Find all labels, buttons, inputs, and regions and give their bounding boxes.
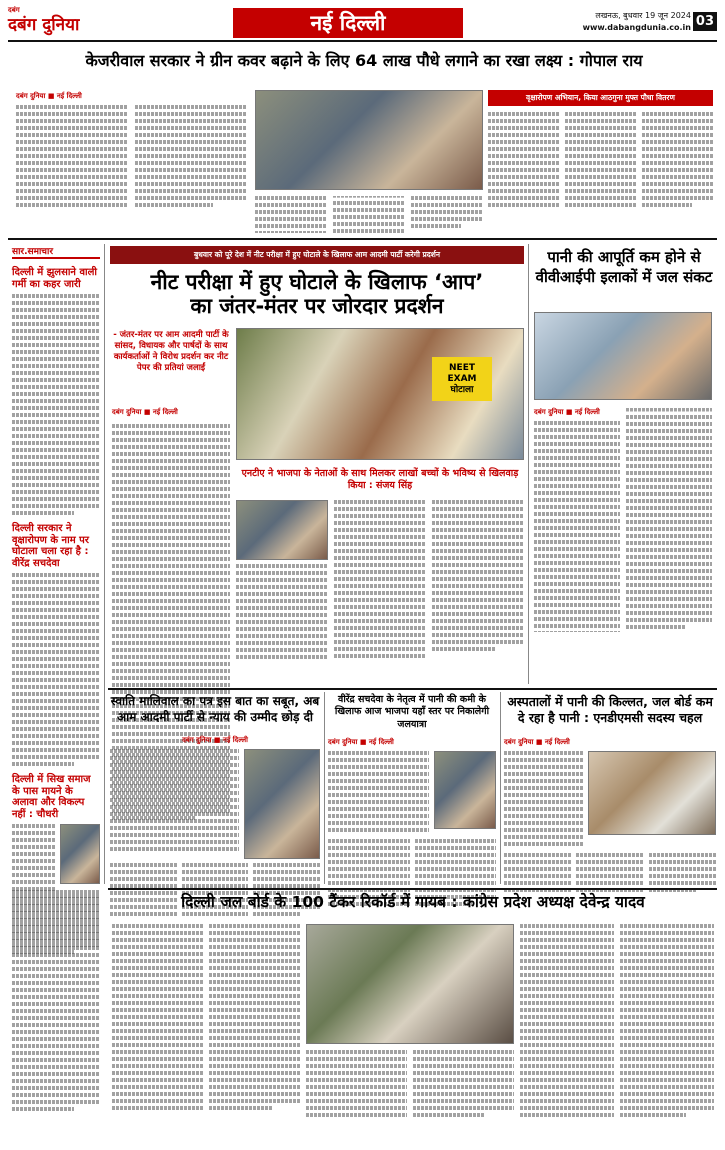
- brief3-headline: दिल्ली में सिख समाज के पास मायने के अलावा और विकल्प नहीं : चौधरी: [12, 774, 91, 820]
- lead-body-left: [16, 92, 246, 232]
- brief2-headline: दिल्ली सरकार ने वृक्षारोपण के नाम पर घोटाला चला रहा है : वीरेंद्र सचदेवा: [12, 523, 89, 569]
- mid-right-body: [504, 738, 716, 895]
- mid-left-body: [110, 736, 320, 919]
- main-body-left: [112, 408, 230, 421]
- logo: [8, 6, 108, 40]
- mid-left-photo: [244, 749, 320, 859]
- main-kicker: बुधवार को पूरे देश में नीट परीक्षा में हुए घोटाले के खिलाफ आम आदमी पार्टी करेगी प्रदर्शन: [193, 250, 441, 259]
- city-title: नई दिल्ली: [310, 11, 386, 35]
- mid-center-photo: [434, 751, 496, 829]
- brief1-headline: दिल्ली में झुलसाने वाली गर्मी का कहर जारी: [12, 267, 97, 290]
- bottom-body-center: [306, 1050, 514, 1120]
- right-photo: [534, 312, 712, 400]
- masthead: [8, 6, 717, 42]
- left-column: [12, 244, 100, 884]
- mid-right-byline: दबंग दुनिया ■ नई दिल्ली: [504, 738, 570, 746]
- brief3-photo: [60, 824, 100, 884]
- mid-left-headline: स्वाति मालिवाल का पत्र इस बात का सबूत, अब आम आदमी पार्टी से न्याय की उम्मीद छोड़ दी: [110, 694, 320, 724]
- main-headline-line1: नीट परीक्षा में हुए घोटाले के खिलाफ ‘आप’: [150, 270, 484, 294]
- mid-right-headline: अस्पतालों में पानी की किल्लत, जल बोर्ड कम दे रहा है पानी : एनडीएमसी सदस्य चहल: [507, 694, 713, 726]
- main-kicker-bar: [110, 246, 524, 264]
- right-byline: दबंग दुनिया ■ नई दिल्ली: [534, 408, 600, 416]
- section-label: सार.समाचार: [12, 244, 100, 259]
- col-divider: [104, 244, 105, 884]
- right-body: [534, 408, 712, 632]
- main-byline: दबंग दुनिया ■ नई दिल्ली: [112, 408, 178, 416]
- divider-bottom: [108, 888, 717, 890]
- city-banner: [233, 8, 463, 38]
- main-photo: [236, 328, 524, 460]
- main-quote: - जंतर-मंतर पर आम आदमी पार्टी के सांसद, विधायक और पार्षदों के साथ कार्यकर्ताओं ने विरोध प्रदर्शन कर नीट पेपर की प्रतियां जलाईं: [113, 330, 229, 374]
- divider: [8, 238, 717, 240]
- bottom-headline: दिल्ली जल बोर्ड के 100 टैंकर रिकॉर्ड में गायब : कांग्रेस प्रदेश अध्यक्ष देवेन्द्र यादव: [181, 893, 645, 911]
- logo-text: दबंग दुनिया: [8, 15, 80, 35]
- neet-placard: NEET EXAM घोटाला: [432, 357, 492, 401]
- lead-side-head-bar: [488, 90, 713, 106]
- bottom-body-right: [520, 924, 714, 1120]
- divider-mid: [108, 688, 717, 690]
- website-link[interactable]: www.dabangdunia.co.in: [582, 23, 691, 32]
- main-body-right: [236, 500, 524, 659]
- left-bottom-body: [12, 890, 100, 1114]
- main-headline: [110, 270, 524, 318]
- mid-center-byline: दबंग दुनिया ■ नई दिल्ली: [328, 738, 394, 746]
- mid-center-headline: वीरेंद्र सचदेवा के नेतृत्व में पानी की कमी के खिलाफ आज भाजपा यहाँ स्तर पर निकालेगी जलयात्रा: [334, 694, 490, 730]
- mid-right-photo: [588, 751, 716, 835]
- dateline: [583, 10, 691, 34]
- bottom-photo: [306, 924, 514, 1044]
- lead-body-center: [255, 196, 483, 233]
- main-sub-head: एनटीए ने भाजपा के नेताओं के साथ मिलकर लाखों बच्चों के भविष्य से खिलवाड़ किया : संजय सिंह: [241, 468, 519, 491]
- date-text: लखनऊ, बुधवार 19 जून 2024: [595, 11, 691, 20]
- page-number: 03: [693, 12, 717, 31]
- lead-headline: केजरीवाल सरकार ने ग्रीन कवर बढ़ाने के लिए 64 लाख पौधे लगाने का रखा लक्ष्य : गोपाल राय: [85, 51, 643, 70]
- lead-byline: दबंग दुनिया ■ नई दिल्ली: [16, 92, 82, 100]
- col-divider-3: [324, 692, 325, 884]
- col-divider-2: [528, 244, 529, 684]
- main-headline-line2: का जंतर-मंतर पर जोरदार प्रदर्शन: [190, 294, 444, 319]
- lead-side-body: [488, 112, 713, 210]
- logo-small: दबंग: [8, 6, 20, 14]
- mid-center-body: [328, 738, 496, 909]
- right-headline: पानी की आपूर्ति कम होने से वीवीआईपी इलाकों में जल संकट: [535, 248, 713, 286]
- lead-photo: [255, 90, 483, 190]
- mid-left-byline: दबंग दुनिया ■ नई दिल्ली: [182, 736, 248, 744]
- col-divider-4: [500, 692, 501, 884]
- lead-side-head: वृक्षारोपण अभियान, किया आठगुना मुफ्त पौधा वितरण: [526, 93, 675, 102]
- bottom-body-left: [112, 924, 300, 1113]
- sanjay-photo: [236, 500, 328, 560]
